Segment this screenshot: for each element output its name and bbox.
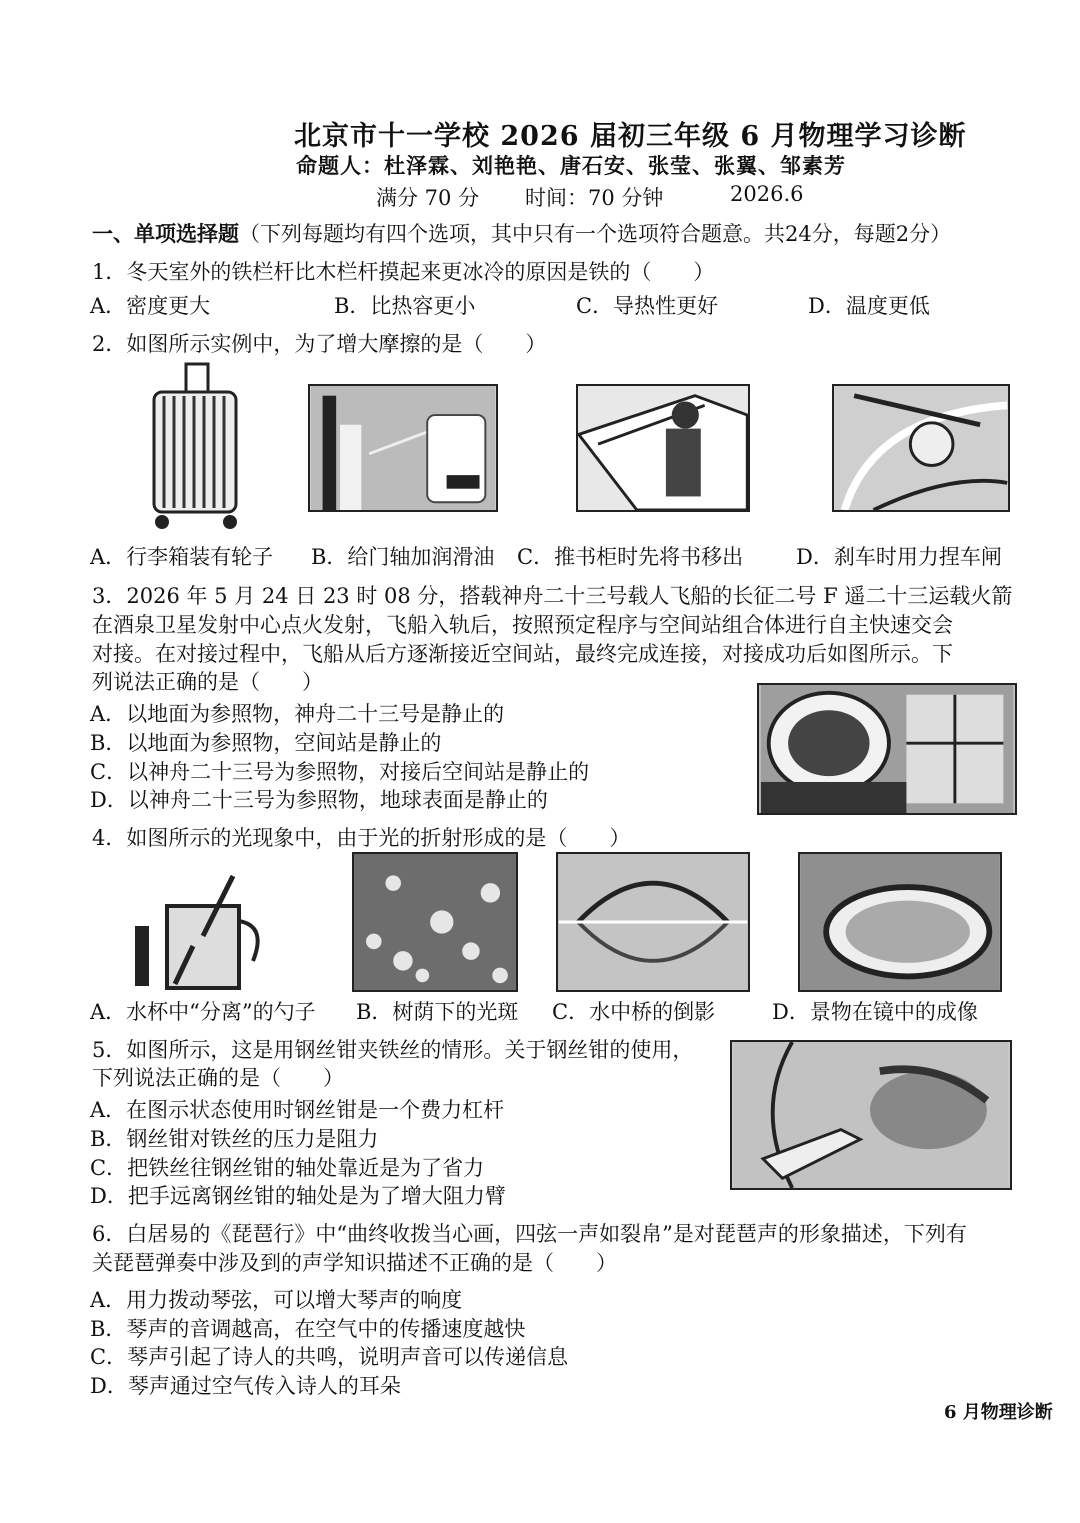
bike-brake-image bbox=[832, 384, 1010, 512]
authors-line: 命题人：杜泽霖、刘艳艳、唐石安、张莹、张翼、邹素芳 bbox=[296, 153, 846, 178]
luggage-image bbox=[148, 362, 242, 532]
q6-option-a: A．用力拨动琴弦，可以增大琴声的响度 bbox=[90, 1288, 463, 1312]
exam-date: 2026.6 bbox=[730, 182, 804, 206]
space-station-docking-image bbox=[757, 683, 1017, 815]
question-4-stem: 4．如图所示的光现象中，由于光的折射形成的是（ ） bbox=[92, 826, 631, 850]
section-title: 一、单项选择题 bbox=[92, 221, 239, 246]
q2-option-a: A．行李箱装有轮子 bbox=[90, 545, 274, 569]
door-lubricant-image bbox=[308, 384, 498, 512]
mirror-image bbox=[798, 852, 1002, 992]
q4-option-b: B．树荫下的光斑 bbox=[356, 1000, 519, 1024]
question-6-line-1: 6．白居易的《琵琶行》中“曲终收拨当心画，四弦一声如裂帛”是对琵琶声的形象描述，下列有 bbox=[92, 1222, 967, 1246]
q1-option-b: B．比热容更小 bbox=[334, 294, 476, 318]
q6-option-b: B．琴声的音调越高，在空气中的传播速度越快 bbox=[90, 1317, 526, 1341]
q4-option-c: C．水中桥的倒影 bbox=[552, 1000, 716, 1024]
q1-option-a: A．密度更大 bbox=[90, 294, 211, 318]
q1-option-c: C．导热性更好 bbox=[576, 294, 719, 318]
q5-option-a: A．在图示状态使用时钢丝钳是一个费力杠杆 bbox=[90, 1098, 505, 1122]
q3-option-b: B．以地面为参照物，空间站是静止的 bbox=[90, 731, 442, 755]
question-3-line-3: 对接。在对接过程中，飞船从后方逐渐接近空间站，最终完成连接，对接成功后如图所示。下 bbox=[92, 642, 953, 666]
bridge-reflection-image bbox=[556, 852, 750, 992]
section-note: （下列每题均有四个选项，其中只有一个选项符合题意。共24分，每题2分） bbox=[239, 222, 952, 246]
footer-label: 6 月物理诊断 bbox=[944, 1402, 1053, 1423]
q5-option-d: D．把手远离钢丝钳的轴处是为了增大阻力臂 bbox=[90, 1184, 506, 1208]
full-score: 满分 70 分 bbox=[376, 186, 480, 210]
question-2-stem: 2．如图所示实例中，为了增大摩擦的是（ ） bbox=[92, 332, 547, 356]
q4-option-a: A．水杯中“分离”的勺子 bbox=[90, 1000, 316, 1024]
question-5-line-1: 5．如图所示，这是用钢丝钳夹铁丝的情形。关于钢丝钳的使用， bbox=[92, 1038, 694, 1062]
question-5-line-2: 下列说法正确的是（ ） bbox=[92, 1066, 344, 1090]
q3-option-d: D．以神舟二十三号为参照物，地球表面是静止的 bbox=[90, 788, 548, 812]
q4-option-d: D．景物在镜中的成像 bbox=[772, 1000, 978, 1024]
q5-option-c: C．把铁丝往钢丝钳的轴处靠近是为了省力 bbox=[90, 1156, 485, 1180]
exam-time: 时间：70 分钟 bbox=[525, 186, 664, 210]
bookcase-push-image bbox=[576, 384, 750, 512]
q1-option-d: D．温度更低 bbox=[808, 294, 930, 318]
q6-option-d: D．琴声通过空气传入诗人的耳朵 bbox=[90, 1374, 401, 1398]
q5-option-b: B．钢丝钳对铁丝的压力是阻力 bbox=[90, 1127, 379, 1151]
glass-spoon-image bbox=[133, 866, 281, 992]
tree-shade-image bbox=[352, 852, 518, 992]
question-3-line-2: 在酒泉卫星发射中心点火发射，飞船入轨后，按照预定程序与空间站组合体进行自主快速交会 bbox=[92, 613, 953, 637]
page-title: 北京市十一学校 2026 届初三年级 6 月物理学习诊断 bbox=[294, 121, 967, 152]
section-heading bbox=[92, 218, 951, 248]
q2-option-c: C．推书柜时先将书移出 bbox=[517, 545, 744, 569]
question-6-line-2: 关琵琶弹奏中涉及到的声学知识描述不正确的是（ ） bbox=[92, 1251, 617, 1275]
question-1-stem: 1．冬天室外的铁栏杆比木栏杆摸起来更冰冷的原因是铁的（ ） bbox=[92, 260, 715, 284]
q6-option-c: C．琴声引起了诗人的共鸣，说明声音可以传递信息 bbox=[90, 1345, 569, 1369]
question-3-line-1: 3．2026 年 5 月 24 日 23 时 08 分，搭载神舟二十三号载人飞船的长征二号 F 遥二十三运载火箭 bbox=[92, 584, 1013, 608]
q2-option-b: B．给门轴加润滑油 bbox=[311, 545, 495, 569]
question-3-line-4: 列说法正确的是（ ） bbox=[92, 670, 323, 694]
q3-option-a: A．以地面为参照物，神舟二十三号是静止的 bbox=[90, 702, 505, 726]
q3-option-c: C．以神舟二十三号为参照物，对接后空间站是静止的 bbox=[90, 760, 590, 784]
pliers-image bbox=[730, 1040, 1012, 1190]
q2-option-d: D．刹车时用力捏车闸 bbox=[796, 545, 1002, 569]
